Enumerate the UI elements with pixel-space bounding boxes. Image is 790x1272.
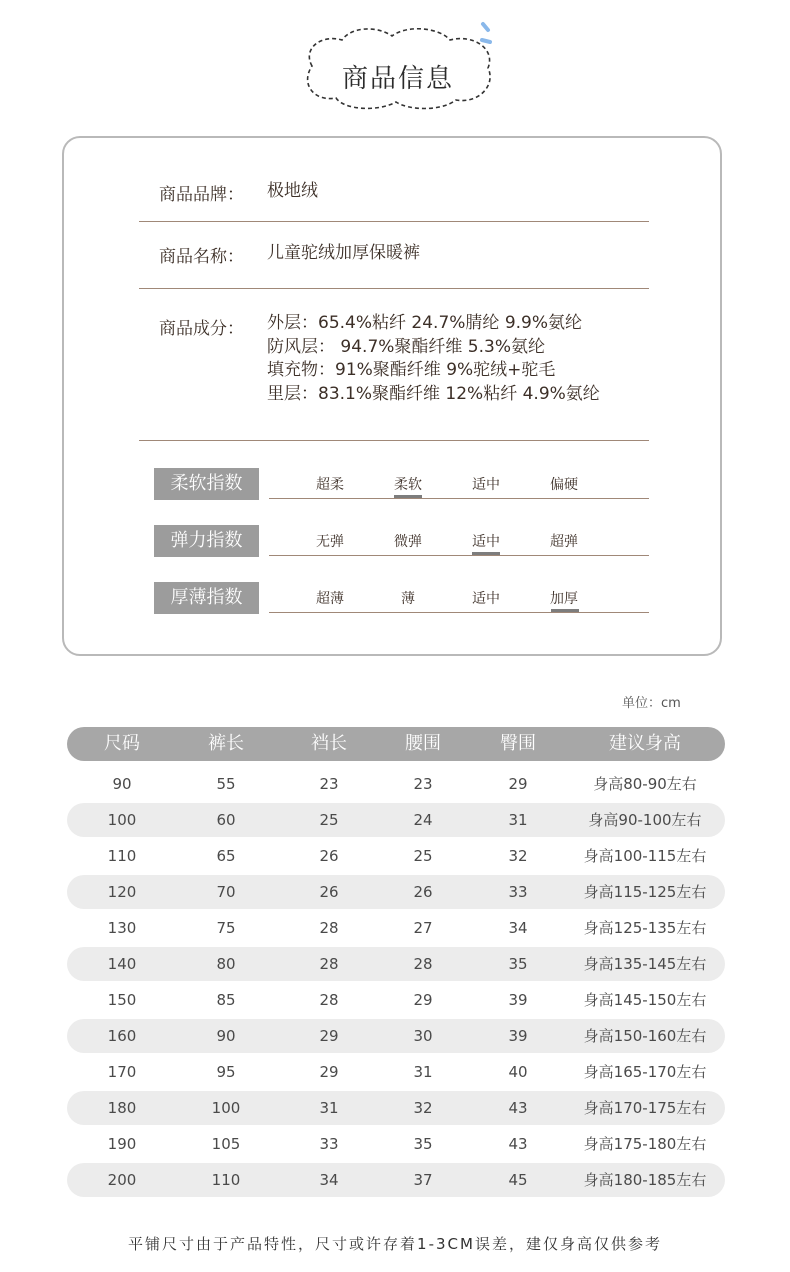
thickness-option: 超薄: [316, 591, 344, 607]
size-table-header: [67, 727, 725, 761]
composition-label: 商品成分：: [159, 319, 244, 339]
cell-rise: 29: [319, 1063, 339, 1081]
header-rise: 裆长: [311, 733, 347, 754]
composition-line: 防风层： 94.7%聚酯纤维 5.3%氨纶: [267, 336, 546, 357]
thickness-option: 薄: [401, 591, 415, 607]
elasticity-option: 超弹: [550, 534, 578, 550]
cell-pants-length: 60: [216, 811, 236, 829]
cell-rise: 28: [319, 991, 339, 1009]
table-row: [67, 803, 725, 837]
softness-option: 柔软: [394, 477, 422, 493]
cell-size: 120: [107, 883, 137, 901]
cell-suggested-height: 身高165-170左右: [583, 1063, 707, 1081]
brand-label: 商品品牌：: [159, 185, 244, 205]
cell-waist: 25: [413, 847, 433, 865]
cell-waist: 32: [413, 1099, 433, 1117]
cell-pants-length: 100: [211, 1099, 241, 1117]
cell-pants-length: 85: [216, 991, 236, 1009]
header-size: 尺码: [104, 733, 140, 754]
cell-size: 140: [107, 955, 137, 973]
composition-line: 外层：65.4%粘纤 24.7%腈纶 9.9%氨纶: [267, 313, 583, 333]
cell-hip: 43: [508, 1099, 528, 1117]
softness-option: 适中: [472, 477, 500, 493]
cell-suggested-height: 身高100-115左右: [583, 847, 707, 865]
thickness-option: 适中: [472, 591, 500, 607]
cell-rise: 25: [319, 811, 339, 829]
cell-hip: 45: [508, 1171, 528, 1189]
cell-hip: 31: [508, 811, 528, 829]
table-row: [67, 947, 725, 981]
cell-pants-length: 55: [216, 775, 236, 793]
cell-waist: 37: [413, 1171, 433, 1189]
index-baseline: [269, 498, 649, 499]
thickness-index-label: 厚薄指数: [154, 582, 259, 614]
composition-list: [267, 312, 600, 406]
cell-size: 190: [107, 1135, 137, 1153]
table-row: [67, 983, 725, 1017]
cell-size: 90: [112, 775, 132, 793]
cell-pants-length: 90: [216, 1027, 236, 1045]
cell-rise: 31: [319, 1099, 339, 1117]
product-info-card: [62, 136, 722, 656]
cell-pants-length: 65: [216, 847, 236, 865]
footer-note: 平铺尺寸由于产品特性，尺寸或许存着1-3CM误差，建仅身高仅供参考: [128, 1235, 662, 1253]
cell-waist: 23: [413, 775, 433, 793]
cell-rise: 29: [319, 1027, 339, 1045]
table-row: [67, 839, 725, 873]
cell-hip: 39: [508, 1027, 528, 1045]
index-baseline: [269, 555, 649, 556]
cell-suggested-height: 身高90-100左右: [588, 811, 702, 829]
table-row: [67, 1127, 725, 1161]
cell-size: 200: [107, 1171, 137, 1189]
cell-hip: 40: [508, 1063, 528, 1081]
header-suggested-height: 建议身高: [609, 733, 681, 754]
cell-pants-length: 105: [211, 1135, 241, 1153]
cell-hip: 43: [508, 1135, 528, 1153]
cell-waist: 29: [413, 991, 433, 1009]
table-row: [67, 1163, 725, 1197]
table-row: [67, 767, 725, 801]
cell-hip: 35: [508, 955, 528, 973]
elasticity-index-label: 弹力指数: [154, 525, 259, 557]
cell-size: 170: [107, 1063, 137, 1081]
header-hip: 臀围: [500, 733, 536, 754]
page-title: 商品信息: [341, 64, 454, 94]
cell-suggested-height: 身高125-135左右: [583, 919, 707, 937]
cell-suggested-height: 身高170-175左右: [583, 1099, 707, 1117]
elasticity-option: 适中: [472, 534, 500, 550]
cell-size: 160: [107, 1027, 137, 1045]
softness-option: 偏硬: [550, 477, 578, 493]
cell-size: 180: [107, 1099, 137, 1117]
divider: [139, 440, 649, 441]
cell-size: 100: [107, 811, 137, 829]
cell-rise: 33: [319, 1135, 339, 1153]
table-row: [67, 911, 725, 945]
cell-hip: 32: [508, 847, 528, 865]
cell-suggested-height: 身高135-145左右: [583, 955, 707, 973]
cell-hip: 34: [508, 919, 528, 937]
softness-option: 超柔: [316, 477, 344, 493]
cell-waist: 30: [413, 1027, 433, 1045]
table-row: [67, 875, 725, 909]
cell-hip: 29: [508, 775, 528, 793]
cell-pants-length: 75: [216, 919, 236, 937]
elasticity-option: 无弹: [316, 534, 344, 550]
cell-hip: 39: [508, 991, 528, 1009]
cell-rise: 23: [319, 775, 339, 793]
cell-rise: 28: [319, 955, 339, 973]
cell-pants-length: 80: [216, 955, 236, 973]
cell-suggested-height: 身高80-90左右: [593, 775, 697, 793]
table-row: [67, 1019, 725, 1053]
cell-rise: 26: [319, 847, 339, 865]
name-label: 商品名称：: [159, 247, 244, 267]
header-waist: 腰围: [405, 733, 441, 754]
cell-suggested-height: 身高145-150左右: [583, 991, 707, 1009]
divider: [139, 288, 649, 289]
cell-suggested-height: 身高115-125左右: [583, 883, 707, 901]
cell-suggested-height: 身高180-185左右: [583, 1171, 707, 1189]
cell-suggested-height: 身高175-180左右: [583, 1135, 707, 1153]
cell-size: 130: [107, 919, 137, 937]
cell-size: 110: [107, 847, 137, 865]
title-badge: [300, 18, 500, 113]
cell-waist: 31: [413, 1063, 433, 1081]
elasticity-option: 微弹: [394, 534, 422, 550]
cell-pants-length: 95: [216, 1063, 236, 1081]
unit-label: 单位：cm: [622, 696, 681, 711]
cell-size: 150: [107, 991, 137, 1009]
cell-waist: 28: [413, 955, 433, 973]
cell-suggested-height: 身高150-160左右: [583, 1027, 707, 1045]
composition-line: 填充物：91%聚酯纤维 9%驼绒+驼毛: [267, 360, 556, 380]
cell-waist: 26: [413, 883, 433, 901]
divider: [139, 221, 649, 222]
cell-rise: 26: [319, 883, 339, 901]
thickness-option: 加厚: [550, 591, 578, 607]
brand-value: 极地绒: [267, 181, 318, 201]
table-row: [67, 1091, 725, 1125]
cell-hip: 33: [508, 883, 528, 901]
cell-waist: 35: [413, 1135, 433, 1153]
index-baseline: [269, 612, 649, 613]
cell-waist: 27: [413, 919, 433, 937]
cell-pants-length: 110: [211, 1171, 241, 1189]
cell-rise: 28: [319, 919, 339, 937]
cell-waist: 24: [413, 811, 433, 829]
cell-rise: 34: [319, 1171, 339, 1189]
table-row: [67, 1055, 725, 1089]
softness-index-label: 柔软指数: [154, 468, 259, 500]
name-value: 儿童驼绒加厚保暖裤: [267, 243, 420, 263]
cell-pants-length: 70: [216, 883, 236, 901]
header-pants-length: 裤长: [208, 733, 244, 754]
composition-line: 里层：83.1%聚酯纤维 12%粘纤 4.9%氨纶: [267, 383, 600, 404]
